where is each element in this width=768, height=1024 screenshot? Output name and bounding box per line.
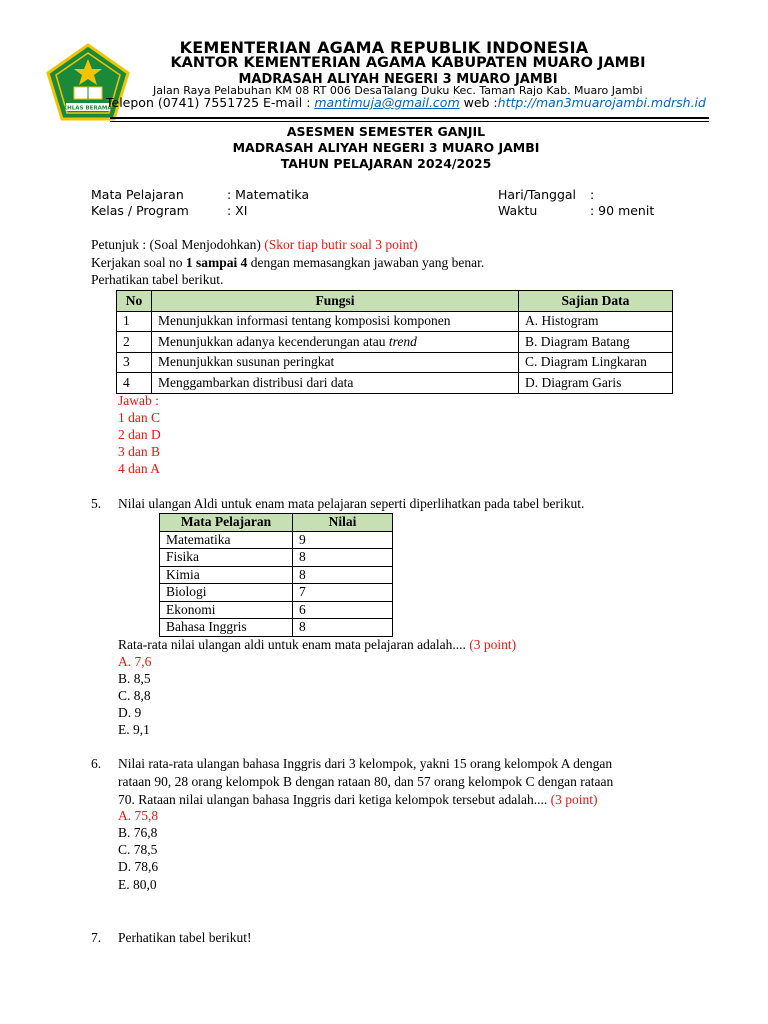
q6-option-d[interactable]: D. 78,6 bbox=[118, 859, 159, 874]
table-cell: Fisika bbox=[160, 549, 293, 567]
answer-item: 3 dan B bbox=[118, 444, 160, 459]
q7-number: 7. bbox=[91, 930, 102, 945]
table-header-row bbox=[160, 514, 393, 532]
instruction-line-1 bbox=[91, 237, 418, 253]
day-label: Hari/Tanggal bbox=[498, 187, 577, 202]
q7-text: Perhatikan tabel berikut! bbox=[118, 930, 252, 945]
instruction-text: dengan memasangkan jawaban yang benar. bbox=[247, 255, 485, 270]
scores-table bbox=[159, 513, 393, 637]
answer-item: 2 dan D bbox=[118, 427, 161, 442]
table-header-cell: Fungsi bbox=[152, 291, 519, 312]
table-cell: 3 bbox=[117, 352, 152, 373]
table-cell: Biologi bbox=[160, 584, 293, 602]
logo-motto: IKHLAS BERAMAL bbox=[60, 105, 116, 112]
q5-number: 5. bbox=[91, 496, 102, 511]
cell-text: Menunjukkan adanya kecenderungan atau bbox=[158, 333, 389, 349]
question-text: Rata-rata nilai ulangan aldi untuk enam mata pelajaran adalah.... bbox=[118, 637, 470, 652]
q6-line-1: Nilai rata-rata ulangan bahasa Inggris dari 3 kelompok, yakni 15 orang kelompok A dengan bbox=[118, 756, 613, 771]
q6-number: 6. bbox=[91, 756, 102, 771]
instruction-text: Kerjakan soal no bbox=[91, 255, 186, 270]
matching-table bbox=[116, 290, 673, 394]
table-cell: A. Histogram bbox=[519, 311, 673, 332]
table-cell: 8 bbox=[293, 619, 393, 637]
time-label: Waktu bbox=[498, 203, 538, 218]
q5-option-c[interactable]: C. 8,8 bbox=[118, 688, 151, 703]
table-row bbox=[160, 531, 393, 549]
q6-line-2: rataan 90, 28 orang kelompok B dengan rataan 80, dan 57 orang kelompok C dengan rataan bbox=[118, 774, 614, 789]
instruction-line-3: Perhatikan tabel berikut. bbox=[91, 272, 224, 287]
table-row bbox=[160, 584, 393, 602]
exam-school: MADRASAH ALIYAH NEGERI 3 MUARO JAMBI bbox=[232, 140, 540, 155]
q5-option-e[interactable]: E. 9,1 bbox=[118, 722, 150, 737]
class-label: Kelas / Program bbox=[91, 203, 189, 218]
table-row bbox=[117, 373, 673, 394]
class-value: : XI bbox=[227, 203, 248, 218]
table-row bbox=[160, 566, 393, 584]
office-title: KANTOR KEMENTERIAN AGAMA KABUPATEN MUARO JAMBI bbox=[170, 55, 646, 71]
subject-value: : Matematika bbox=[227, 187, 310, 202]
table-header-cell: No bbox=[117, 291, 152, 312]
table-header-cell: Sajian Data bbox=[519, 291, 673, 312]
q6-option-e[interactable]: E. 80,0 bbox=[118, 877, 157, 892]
ministry-title: KEMENTERIAN AGAMA REPUBLIK INDONESIA bbox=[179, 38, 589, 57]
q5-option-b[interactable]: B. 8,5 bbox=[118, 671, 151, 686]
exam-title: ASESMEN SEMESTER GANJIL bbox=[286, 124, 486, 139]
table-cell: 8 bbox=[293, 566, 393, 584]
table-header-cell: Mata Pelajaran bbox=[160, 514, 293, 532]
table-row bbox=[117, 352, 673, 373]
q6-option-b[interactable]: B. 76,8 bbox=[118, 825, 158, 840]
table-cell: 8 bbox=[293, 549, 393, 567]
phone-email-label: Telepon (0741) 7551725 E-mail : bbox=[106, 95, 315, 110]
cell-italic-text: trend bbox=[388, 333, 417, 349]
answer-label: Jawab : bbox=[118, 393, 159, 408]
table-cell: 9 bbox=[293, 531, 393, 549]
q6-option-a[interactable]: A. 75,8 bbox=[118, 808, 159, 823]
answer-item: 4 dan A bbox=[118, 461, 160, 476]
q5-text: Nilai ulangan Aldi untuk enam mata pelajaran seperti diperlihatkan pada tabel berikut. bbox=[118, 496, 585, 511]
table-cell: 7 bbox=[293, 584, 393, 602]
table-cell: Matematika bbox=[160, 531, 293, 549]
table-cell: Ekonomi bbox=[160, 601, 293, 619]
contact-line bbox=[106, 95, 706, 110]
table-cell: Menunjukkan susunan peringkat bbox=[152, 352, 519, 373]
q5-option-a[interactable]: A. 7,6 bbox=[118, 654, 152, 669]
table-row bbox=[117, 311, 673, 332]
table-header-row bbox=[117, 291, 673, 312]
table-cell: D. Diagram Garis bbox=[519, 373, 673, 394]
table-cell: Kimia bbox=[160, 566, 293, 584]
q6-option-c[interactable]: C. 78,5 bbox=[118, 842, 158, 857]
email-link[interactable]: mantimuja@gmail.com bbox=[314, 95, 460, 110]
table-cell: Bahasa Inggris bbox=[160, 619, 293, 637]
table-cell: Menunjukkan informasi tentang komposisi komponen bbox=[152, 311, 519, 332]
question-points: (3 point) bbox=[469, 637, 517, 652]
instruction-score: (Skor tiap butir soal 3 point) bbox=[264, 237, 418, 252]
school-title: MADRASAH ALIYAH NEGERI 3 MUARO JAMBI bbox=[238, 72, 558, 87]
web-label: web : bbox=[459, 95, 498, 110]
q5-option-d[interactable]: D. 9 bbox=[118, 705, 142, 720]
table-cell: 4 bbox=[117, 373, 152, 394]
instruction-range: 1 sampai 4 bbox=[185, 255, 248, 270]
time-value: : 90 menit bbox=[590, 203, 655, 218]
web-link[interactable]: http://man3muarojambi.mdrsh.id bbox=[497, 95, 706, 110]
letterhead-rule-thick bbox=[110, 117, 709, 119]
table-row bbox=[160, 549, 393, 567]
q6-line-3 bbox=[118, 792, 598, 808]
answer-item: 1 dan C bbox=[118, 410, 160, 425]
q5-question bbox=[118, 637, 516, 653]
address-line: Jalan Raya Pelabuhan KM 08 RT 006 DesaTalang Duku Kec. Taman Rajo Kab. Muaro Jambi bbox=[153, 84, 643, 97]
instruction-line-2 bbox=[91, 255, 484, 271]
question-points: (3 point) bbox=[550, 792, 598, 807]
subject-label: Mata Pelajaran bbox=[91, 187, 184, 202]
instruction-text: Petunjuk : (Soal Menjodohkan) bbox=[91, 237, 265, 252]
exam-year: TAHUN PELAJARAN 2024/2025 bbox=[280, 156, 492, 171]
table-cell: 2 bbox=[117, 332, 152, 353]
table-cell: Menggambarkan distribusi dari data bbox=[152, 373, 519, 394]
question-text: 70. Rataan nilai ulangan bahasa Inggris dari ketiga kelompok tersebut adalah.... bbox=[118, 792, 551, 807]
table-row bbox=[160, 601, 393, 619]
table-header-cell: Nilai bbox=[293, 514, 393, 532]
table-cell: C. Diagram Lingkaran bbox=[519, 352, 673, 373]
day-value: : bbox=[590, 187, 595, 202]
table-cell: 6 bbox=[293, 601, 393, 619]
table-cell bbox=[152, 332, 519, 353]
table-cell: 1 bbox=[117, 311, 152, 332]
table-row bbox=[117, 332, 673, 353]
letterhead-rule-thin bbox=[110, 121, 709, 122]
table-row bbox=[160, 619, 393, 637]
table-cell: B. Diagram Batang bbox=[519, 332, 673, 353]
